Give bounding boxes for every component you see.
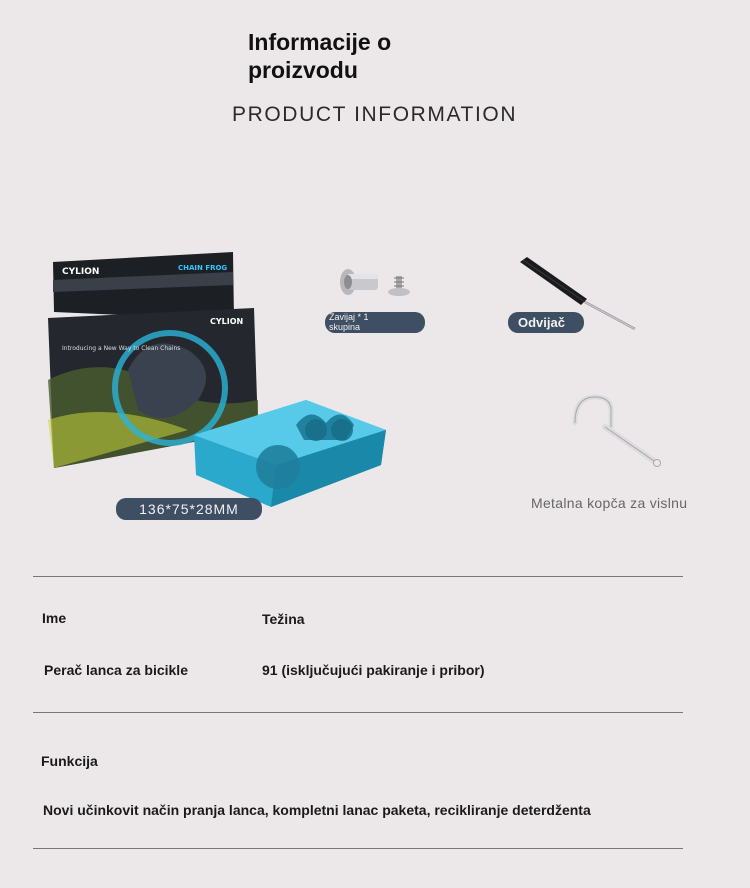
name-value: Perač lanca za bicikle: [44, 662, 188, 678]
page-subtitle: PRODUCT INFORMATION: [232, 103, 518, 126]
svg-text:CYLION: CYLION: [210, 317, 244, 326]
svg-text:Introducing a New Way to Clean: Introducing a New Way to Clean Chains: [62, 345, 181, 352]
screw-label-line2: skupina: [329, 322, 361, 332]
screw-label-line1: Zavijaj * 1: [329, 312, 369, 322]
size-label: 136*75*28MM: [116, 498, 262, 520]
box-product-name: CHAIN FROG: [178, 264, 228, 272]
function-value: Novi učinkovit način pranja lanca, kompletni lanac paketa, recikliranje deterdženta: [43, 802, 591, 818]
screwdriver-label: Odvijač: [508, 312, 584, 333]
name-header: Ime: [42, 610, 67, 626]
page-title: Informacije o proizvodu: [248, 29, 392, 83]
screw-set-label: [325, 312, 425, 333]
hanging-hook-image: [565, 393, 670, 475]
function-header: Funkcija: [41, 753, 98, 769]
divider-top: [33, 576, 683, 577]
brand-logo-text: CYLION: [62, 267, 100, 277]
weight-header: Težina: [262, 611, 305, 627]
divider-bottom: [33, 848, 683, 849]
screw-set-image: [336, 262, 422, 302]
chain-cleaner-image: [186, 395, 391, 510]
divider-middle: [33, 712, 683, 713]
hook-label: Metalna kopča za vislnu: [531, 495, 688, 511]
weight-value: 91 (isključujući pakiranje i pribor): [262, 662, 485, 678]
